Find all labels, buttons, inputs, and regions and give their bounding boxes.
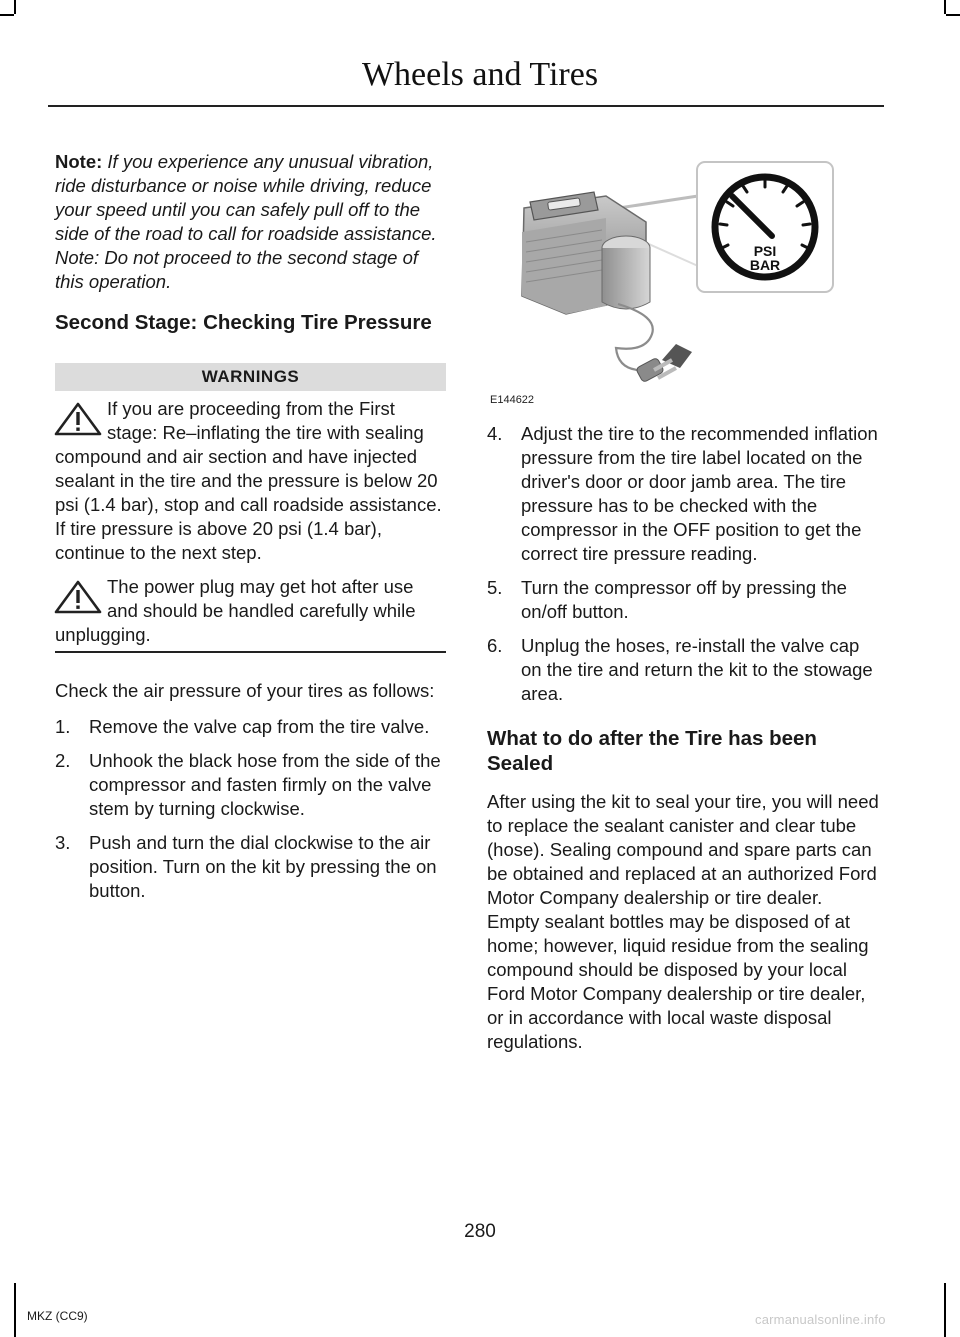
crop-mark-top-right [944,0,946,14]
step-text: Remove the valve cap from the tire valve. [89,716,430,737]
list-item [487,576,879,624]
crop-mark-bottom-right [944,1283,946,1337]
note-text: If you experience any unusual vibration, ride disturbance or noise while driving, reduce your speed until you can safely pull off to the side of the road to call for roadside assistance. Note: Do not proceed to the second stage of this operation. [55,151,437,292]
left-column [55,150,446,913]
title-divider [48,105,884,107]
step-text: Unplug the hoses, re-install the valve cap on the tire and return the kit to the stowage area. [521,635,873,704]
figure-code: E144622 [490,394,535,406]
warning-item [55,575,446,653]
note-paragraph [55,150,446,294]
section-heading: Second Stage: Checking Tire Pressure [55,311,432,334]
list-item [487,634,879,706]
step-text: Turn the compressor off by pressing the on/off button. [521,577,847,622]
crop-mark-bottom-left [14,1283,16,1337]
warning-text: The power plug may get hot after use and should be handled carefully while unplugging. [55,576,416,645]
step-number: 4. [487,423,503,444]
section-heading: What to do after the Tire has been Sealed [487,727,817,775]
step-text: Unhook the black hose from the side of the compressor and fasten firmly on the valve stem by turning clockwise. [89,750,441,819]
list-item [55,715,446,739]
step-number: 6. [487,635,503,656]
crop-mark-top-right-h [946,14,960,16]
warning-triangle-icon [53,579,103,615]
compressor-illustration [486,156,836,408]
step-number: 3. [55,832,71,853]
list-item [55,749,446,821]
watermark: carmanualsonline.info [755,1312,886,1327]
body-paragraph: After using the kit to seal your tire, you will need to replace the sealant canister and clear tube (hose). Sealing compound and spare parts can be obtained and replaced at an authorized Ford Motor Company dealership or tire dealer. Empty sealant bottles may be disposed of at home; however, liquid residue from the sealing compound should be disposed by your local Ford Motor Company dealership or tire dealer, or in accordance with local waste disposal regulations. [487,791,879,1052]
note-label: Note: [55,151,103,172]
step-number: 1. [55,716,71,737]
step-text: Adjust the tire to the recommended inflation pressure from the tire label located on the driver's door or door jamb area. The tire pressure has to be checked with the compressor in the OFF position to get the correct tire pressure reading. [521,423,878,564]
gauge-label-psi: PSI [753,243,777,259]
gauge-label-bar: BAR [749,257,781,273]
list-item [55,831,446,903]
compressor-figure [486,156,836,408]
list-item [487,422,879,566]
right-column [487,422,879,1066]
step-number: 2. [55,750,71,771]
warning-item [55,397,446,565]
steps-list [55,715,446,903]
steps-list [487,422,879,706]
intro-paragraph: Check the air pressure of your tires as follows: [55,680,435,701]
crop-mark-top-left [14,0,16,14]
step-text: Push and turn the dial clockwise to the air position. Turn on the kit by pressing the on button. [89,832,437,901]
warning-triangle-icon [53,401,103,437]
step-number: 5. [487,577,503,598]
warnings-header: WARNINGS [55,363,446,391]
warning-text: If you are proceeding from the First stage: Re–inflating the tire with sealing compound and air section and have injected sealant in the tire and the pressure is below 20 psi (1.4 bar), stop and call roadside assistance. If tire pressure is above 20 psi (1.4 bar), continue to the next step. [55,398,442,563]
crop-mark-top-left-h [0,14,14,16]
page-title: Wheels and Tires [361,56,599,93]
footer-model: MKZ (CC9) [27,1309,88,1323]
page-number: 280 [464,1221,496,1242]
